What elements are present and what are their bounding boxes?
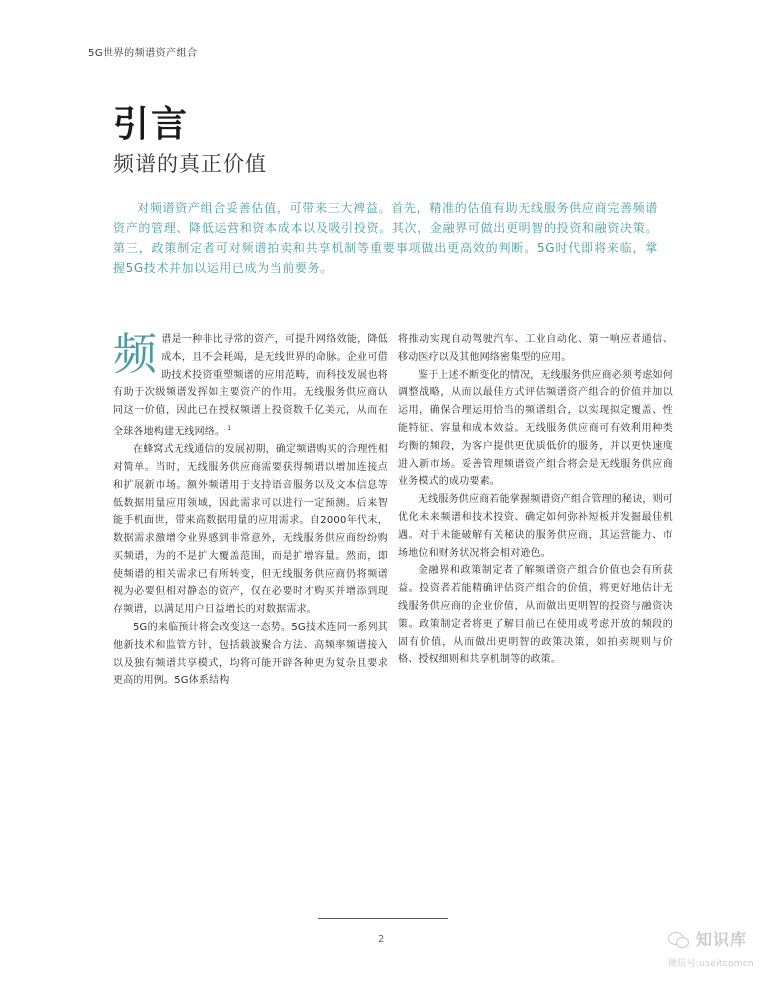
body-column-right — [398, 331, 673, 669]
body-paragraph: 将推动实现自动驾驶汽车、工业自动化、第一响应者通信、移动医疗以及其他网络密集型的应用。 — [398, 334, 673, 363]
wechat-icon — [668, 931, 690, 947]
lead-text: 对频谱资产组合妥善估值，可带来三大裨益。首先，精准的估值有助无线服务供应商完善频谱资产的管理、降低运营和资本成本以及吸引投资。其次，金融界可做出更明智的投资和融资决策。第三，政策制定者可对频谱拍卖和共享机制等重要事项做出更高效的判断。5G时代即将来临，掌握5G技术并加以运用已成为当前要务。 — [113, 201, 658, 275]
page-number: 2 — [378, 934, 385, 945]
watermark-account: 微信号:useitcomcn — [668, 959, 755, 969]
watermark-header — [668, 927, 754, 950]
body-paragraph: 鉴于上述不断变化的情况，无线服务供应商必须考虑如何调整战略，从而以最佳方式评估频谱资产组合的价值并加以运用，确保合理运用恰当的频谱组合，以实现拟定覆盖、性能特征、容量和成本效益。无线服务供应商可有效利用种类均衡的频段，为客户提供更优质低价的服务，并以更快速度进入新市场。妥善管理频谱资产组合将会是无线服务供应商业务模式的成功要素。 — [398, 369, 673, 488]
watermark-name: 知识库 — [696, 930, 748, 949]
body-paragraph: 金融界和政策制定者了解频谱资产组合价值也会有所获益。投资者若能精确评估资产组合的价值，将更好地估计无线服务供应商的企业价值，从而做出更明智的投资与融资决策。政策制定者将更了解目前已在使用或考虑开放的频段的固有价值，从而做出更明智的政策决策，如拍卖规则与价格、授权细则和共享机制等的政策。 — [398, 565, 673, 666]
drop-cap: 频 — [113, 329, 158, 380]
body-paragraph: 在蜂窝式无线通信的发展初期，确定频谱购买的合理性相对简单。当时，无线服务供应商需要获得频谱以增加连接点和扩展新市场。额外频谱用于支持语音服务以及文本信息等低数据用量应用领域，因此需求可以进行一定预测。后来智能手机面世，带来高数据用量的应用需求。自2000年代末，数据需求激增令业界感到非常意外，无线服务供应商纷纷购买频谱，为的不是扩大覆盖范围，而是扩增容量。然而，即使频谱的相关需求已有所转变，但无线服务供应商仍将频谱视为必要但相对静态的资产，仅在必要时才购买并增添到现存频谱，以满足用户日益增长的对数据需求。 — [113, 444, 388, 616]
watermark — [668, 927, 754, 969]
page-title: 引言 — [113, 104, 190, 145]
page-subtitle: 频谱的真正价值 — [113, 152, 267, 176]
body-column-left — [113, 331, 388, 690]
body-paragraph: 5G的来临预计将会改变这一态势。5G技术连同一系列其他新技术和监管方针，包括载波聚合方法、高频率频谱接入以及独有频谱共享模式，均将可能开辟各种更为复杂且要求更高的用例。5G体系结构 — [113, 622, 388, 687]
running-header: 5G世界的频谱资产组合 — [88, 48, 198, 59]
footnote-marker: 1 — [227, 424, 232, 432]
body-paragraph — [113, 331, 388, 441]
body-paragraph: 无线服务供应商若能掌握频谱资产组合管理的秘诀，则可优化未来频谱和技术投资、确定如何弥补短板并发掘最佳机遇。对于未能破解有关秘诀的服务供应商，其运营能力、市场地位和财务状况将会相对逊色。 — [398, 494, 673, 559]
footer-divider — [318, 918, 448, 919]
body-text: 谱是一种非比寻常的资产，可提升网络效能，降低成本，且不会耗竭，是无线世界的命脉。企业可借助技术投资重塑频谱的应用范畴，而科技发展也将有助于次级频谱发挥如主要资产的作用。无线服务供应商认同这一价值，因此已在授权频谱上投资数千亿美元，从而在全球各地构建无线网络。 — [113, 334, 388, 438]
lead-paragraph — [113, 198, 658, 278]
